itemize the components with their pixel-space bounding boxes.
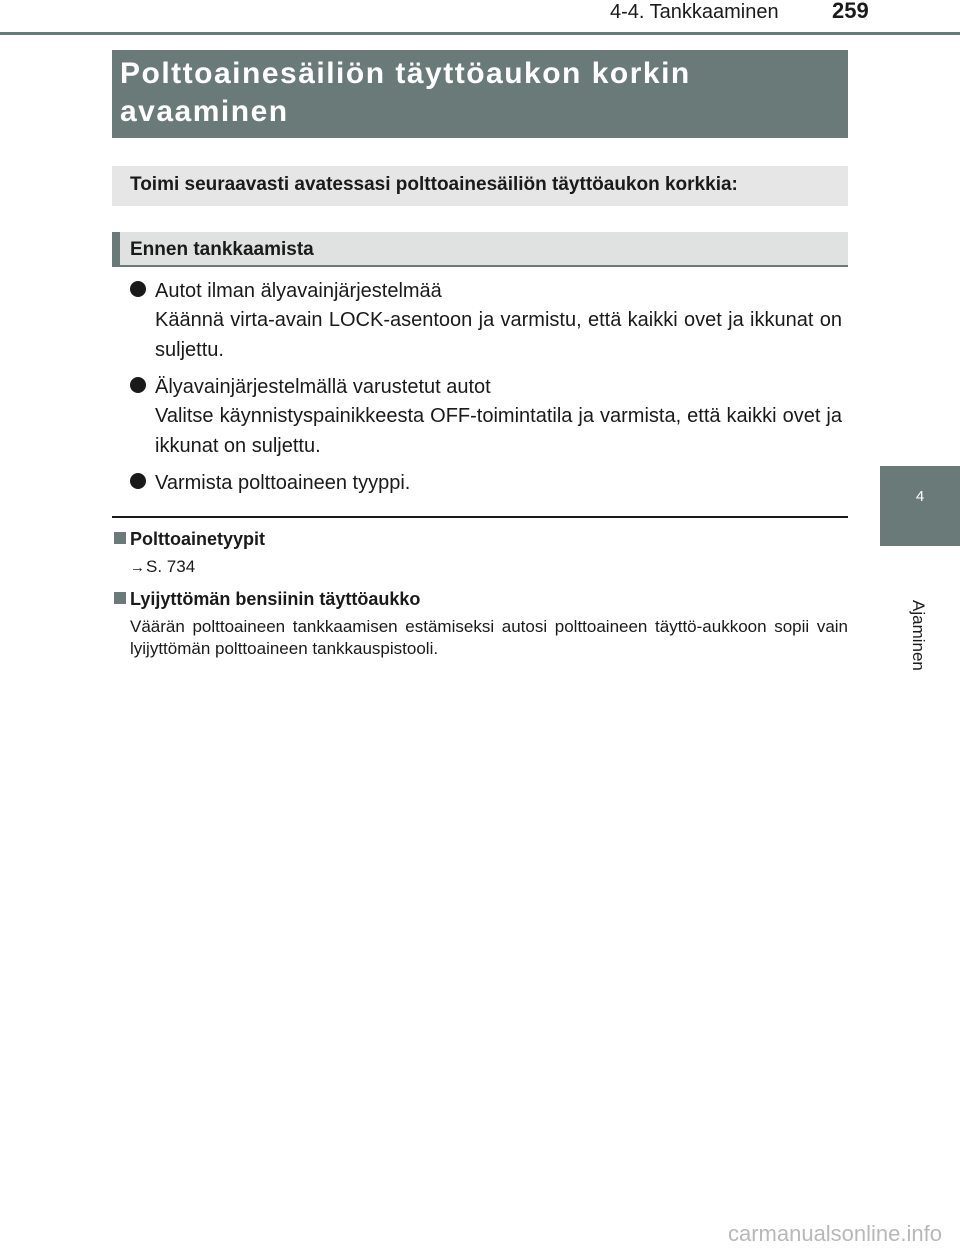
header-divider: [0, 32, 960, 35]
note-heading-text: Lyijyttömän bensiinin täyttöaukko: [130, 589, 421, 609]
note-heading-text: Polttoainetyypit: [130, 529, 266, 549]
page-title-box: [112, 50, 848, 138]
subheading: Ennen tankkaamista: [130, 239, 314, 260]
arrow-right-icon: →: [130, 559, 145, 576]
note-fuel-types: [112, 527, 848, 579]
page-title-line-2: avaaminen: [120, 95, 289, 128]
page-number: 259: [832, 0, 869, 23]
note-unleaded-inlet: [112, 587, 848, 660]
subheading-box: [112, 232, 848, 267]
bullet-icon: [130, 377, 146, 393]
chapter-label: Ajaminen: [909, 600, 928, 671]
note-heading: [112, 527, 848, 551]
bullet-body: Valitse käynnistyspainikkeesta OFF-toimintatila ja varmista, että kaikki ovet ja ikkunat on suljettu.: [155, 405, 842, 457]
bullet-list: [130, 277, 842, 505]
bullet-title: Varmista polttoaineen tyyppi.: [155, 472, 411, 494]
chapter-tab: [880, 466, 960, 546]
list-item: [130, 373, 842, 461]
bullet-title: Älyavainjärjestelmällä varustetut autot: [155, 376, 491, 398]
intro-text: Toimi seuraavasti avatessasi polttoainesäiliön täyttöaukon korkkia:: [130, 174, 738, 195]
chapter-number: 4: [915, 488, 925, 505]
note-heading: [112, 587, 848, 611]
bullet-title: Autot ilman älyavainjärjestelmää: [155, 280, 442, 302]
bullet-icon: [130, 473, 146, 489]
section-title: 4-4. Tankkaaminen: [610, 1, 779, 23]
page-reference-link[interactable]: S. 734: [146, 557, 196, 576]
list-item: [130, 277, 842, 365]
watermark: carmanualsonline.info: [727, 1221, 942, 1246]
square-bullet-icon: [114, 592, 126, 604]
square-bullet-icon: [114, 532, 126, 544]
section-divider: [112, 516, 848, 518]
note-reference: [112, 556, 848, 579]
bullet-body: Käännä virta-avain LOCK-asentoon ja varmistu, että kaikki ovet ja ikkunat on suljettu.: [155, 309, 842, 361]
list-item: [130, 469, 842, 497]
bullet-icon: [130, 281, 146, 297]
note-body: Väärän polttoaineen tankkaamisen estämiseksi autosi polttoaineen täyttö-aukkoon sopii vain lyijyttömän polttoaineen tankkauspistooli.: [130, 617, 848, 658]
intro-box: [112, 166, 848, 206]
page-title-line-1: Polttoainesäiliön täyttöaukon korkin: [120, 57, 691, 90]
